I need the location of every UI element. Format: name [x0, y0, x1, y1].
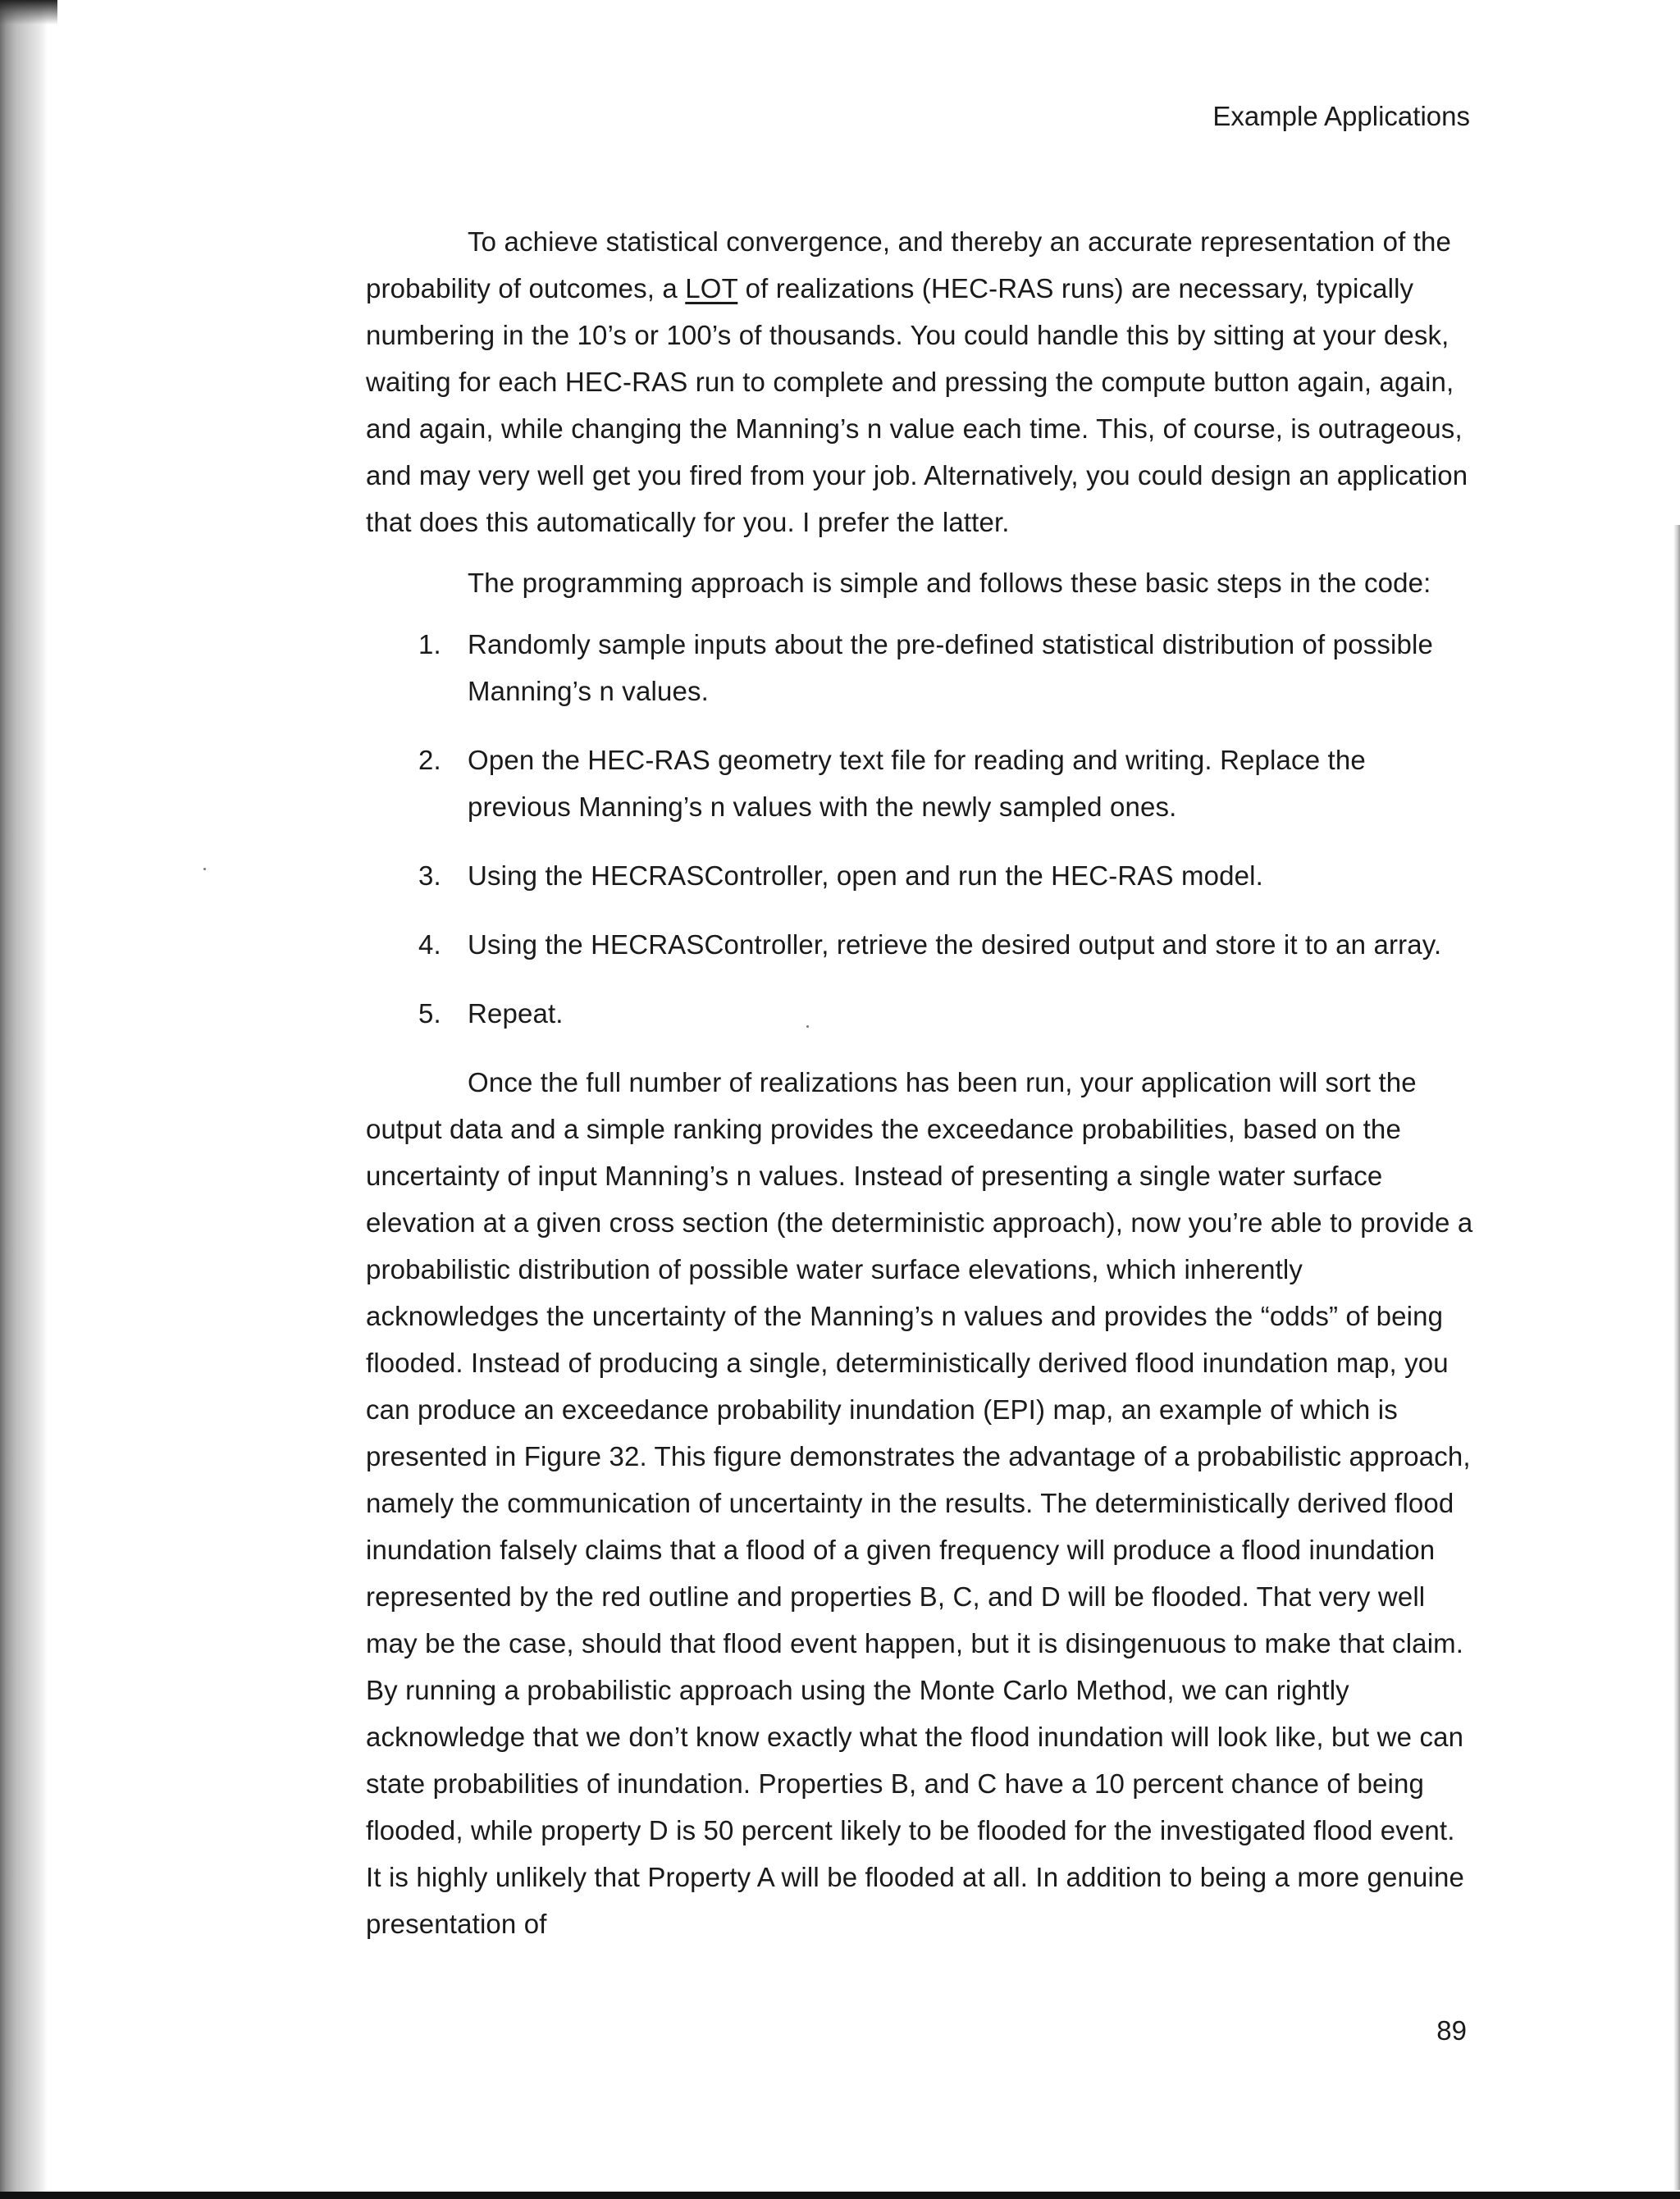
list-item-number: 4. [418, 929, 441, 960]
paragraph-text: To achieve statistical convergence, and thereby an accurate representation of the probability of outcomes, a [366, 226, 1452, 303]
list-item-number: 5. [418, 998, 441, 1029]
running-header: Example Applications [1212, 101, 1470, 131]
list-item-number: 2. [418, 745, 441, 775]
list-item-text: Randomly sample inputs about the pre-defined statistical distribution of possible Manning’s n values. [468, 629, 1433, 706]
scan-speck [203, 868, 206, 870]
page-body [366, 218, 1475, 1947]
list-item-text: Using the HECRASController, open and run the HEC-RAS model. [468, 860, 1263, 891]
list-item-number: 1. [418, 629, 441, 659]
paragraph-convergence [366, 218, 1475, 545]
scan-right-edge [1673, 525, 1680, 2190]
scan-corner-shadow [0, 0, 57, 25]
paragraph-approach: The programming approach is simple and follows these basic steps in the code: [468, 568, 1431, 598]
page-number: 89 [1436, 2015, 1467, 2046]
list-item-number: 3. [418, 860, 441, 891]
list-item [366, 737, 1475, 830]
scan-gutter-shadow [0, 0, 48, 2199]
list-item [366, 621, 1475, 714]
list-item-text: Open the HEC-RAS geometry text file for reading and writing. Replace the previous Manning’s n values with the newly sampled ones. [468, 745, 1366, 822]
emphasis-underlined: LOT [685, 273, 738, 303]
steps-list [366, 621, 1475, 1037]
list-item [366, 990, 1475, 1037]
list-item [366, 852, 1475, 899]
paragraph-text: of realizations (HEC-RAS runs) are necessary, typically numbering in the 10’s or 100’s of thousands. You could handle this by sitting at your desk, waiting for each HEC-RAS run to complete and pressing the compute button again, again, and again, while changing the Manning’s n value each time. This, of course, is outrageous, and may very well get you fired from your job. Alternatively, you could design an application that does this automatically for you. I prefer the latter. [366, 273, 1468, 537]
paragraph-results: Once the full number of realizations has been run, your application will sort the output data and a simple ranking provides the exceedance probabilities, based on the uncertainty of input Manning’s n values. Instead of presenting a single water surface elevation at a given cross section (the deterministic approach), now you’re able to provide a probabilistic distribution of possible water surface elevations, which inherently acknowledges the uncertainty of the Manning’s n values and provides the “odds” of being flooded. Instead of producing a single, deterministically derived flood inundation map, you can produce an exceedance probability inundation (EPI) map, an example of which is presented in Figure 32. This figure demonstrates the advantage of a probabilistic approach, namely the communication of uncertainty in the results. The deterministically derived flood inundation falsely claims that a flood of a given frequency will produce a flood inundation represented by the red outline and properties B, C, and D will be flooded. That very well may be the case, should that flood event happen, but it is disingenuous to make that claim. By running a probabilistic approach using the Monte Carlo Method, we can rightly acknowledge that we don’t know exactly what the flood inundation will look like, but we can state probabilities of inundation. Properties B, and C have a 10 percent chance of being flooded, while property D is 50 percent likely to be flooded for the investigated flood event. It is highly unlikely that Property A will be flooded at all. In addition to being a more genuine presentation of [366, 1067, 1473, 1939]
list-item-text: Using the HECRASController, retrieve the desired output and store it to an array. [468, 929, 1442, 960]
scan-bottom-edge [0, 2192, 1680, 2199]
list-item-text: Repeat. [468, 998, 564, 1029]
list-item [366, 921, 1475, 968]
